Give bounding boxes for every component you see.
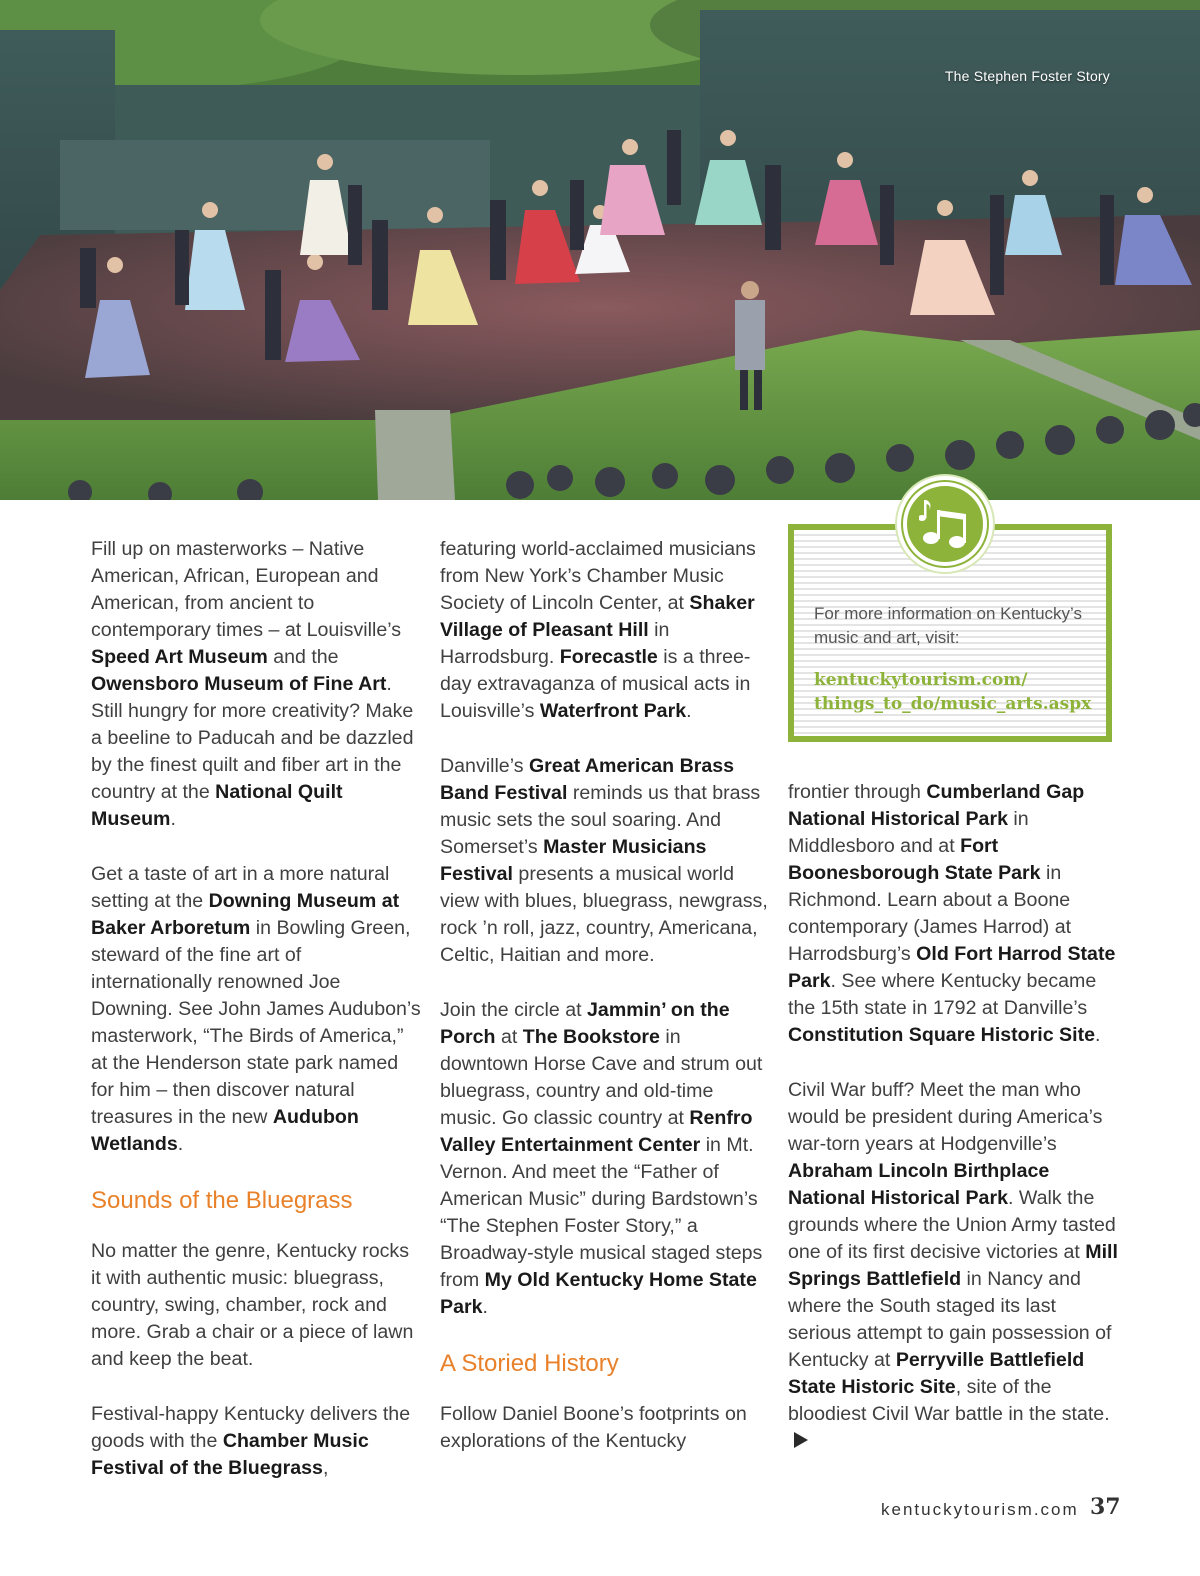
paragraph-brass-band: Danville’s Great American Brass Band Festival reminds us that brass music sets the soul soaring. And Somerset’s Master Musicians Festival presents a musical world view with blues, bluegrass, newgrass, rock ’n roll, jazz, country, Americana, Celtic, Haitian and more. — [440, 755, 768, 966]
article-column-3 — [788, 779, 1118, 1483]
paragraph-jammin: Join the circle at Jammin’ on the Porch at The Bookstore in downtown Horse Cave and strum out bluegrass, country and old-time music. Go classic country at Renfro Valley Entertainment Center in Mt. Vernon. And meet the “Father of American Music” during Bardstown’s “The Stephen Foster Story,” a Broadway-style musical staged steps from My Old Kentucky Home State Park. — [440, 999, 763, 1318]
link-waterfront-park: Waterfront Park — [539, 700, 687, 722]
paragraph-masterworks: Fill up on masterworks – Native American, African, European and American, from ancient to contemporary times – at Louisville’s Speed Art Museum and the Owensboro Museum of Fine Art. Still hungry for more creativity? Make a beeline to Paducah and be dazzled by the finest quilt and fiber art in the country at the National Quilt Museum. — [91, 538, 414, 830]
link-my-old-kentucky-home: My Old Kentucky Home State Park — [440, 1269, 757, 1318]
heading-sounds-of-bluegrass: Sounds of the Bluegrass — [91, 1187, 353, 1214]
paragraph-daniel-boone: Follow Daniel Boone’s footprints on explorations of the Kentucky — [440, 1403, 747, 1452]
link-master-musicians-festival: Master Musicians Festival — [440, 836, 707, 885]
info-box-link[interactable] — [814, 668, 1104, 716]
footer-url: kentuckytourism.com — [881, 1500, 1079, 1519]
paragraph-festivals: Festival-happy Kentucky delivers the goods with the Chamber Music Festival of the Bluegrass, — [91, 1403, 411, 1479]
paragraph-frontier: frontier through Cumberland Gap National Historical Park in Middlesboro and at Fort Boonesborough State Park in Richmond. Learn about a Boone contemporary (James Harrod) at Harrodsburg’s Old Fort Harrod State Park. See where Kentucky became the 15th state in 1792 at Danville’s Constitution Square Historic Site. — [788, 781, 1116, 1046]
link-cumberland-gap: Cumberland Gap National Historical Park — [788, 781, 1085, 830]
link-jammin-on-the-porch: Jammin’ on the Porch — [440, 999, 730, 1048]
info-box-intro: For more information on Kentucky’s music and art, visit: — [814, 604, 1083, 647]
hero-photo — [0, 0, 1200, 500]
article-column-1 — [91, 536, 421, 1510]
paragraph-chamber-music: featuring world-acclaimed musicians from New York’s Chamber Music Society of Lincoln Center, at Shaker Village of Pleasant Hill in Harrodsburg. Forecastle is a three-day extravaganza of musical acts in Louisville’s Waterfront Park. — [440, 538, 756, 722]
music-badge — [897, 476, 993, 572]
link-forecastle: Forecastle — [559, 646, 658, 668]
info-box-link-line-2: things_to_do/music_arts.aspx — [814, 694, 1092, 714]
link-mill-springs: Mill Springs Battlefield — [788, 1241, 1118, 1290]
link-the-bookstore: The Bookstore — [522, 1026, 660, 1048]
info-box-content — [814, 602, 1104, 716]
link-lincoln-birthplace: Abraham Lincoln Birthplace National Historical Park — [788, 1160, 1050, 1209]
info-box-link-line-1: kentuckytourism.com/ — [814, 670, 1028, 690]
link-fort-boonesborough: Fort Boonesborough State Park — [788, 835, 1041, 884]
link-constitution-square: Constitution Square Historic Site — [788, 1024, 1095, 1046]
paragraph-civil-war: Civil War buff? Meet the man who would be president during America’s war-torn years at Hodgenville’s Abraham Lincoln Birthplace National Historical Park. Walk the grounds where the Union Army tasted one of its first decisive victories at Mill Springs Battlefield in Nancy and where the South staged its last serious attempt to gain possession of Kentucky at Perryville Battlefield State Historic Site, site of the bloodiest Civil War battle in the state. — [788, 1077, 1118, 1455]
link-owensboro-museum: Owensboro Museum of Fine Art — [91, 673, 387, 695]
paragraph-natural-art: Get a taste of art in a more natural setting at the Downing Museum at Baker Arboretum in Bowling Green, steward of the fine art of internationally renowned Joe Downing. See John James Audubon’s masterwork, “The Birds of America,” at the Henderson state park named for him – then discover natural treasures in the new Audubon Wetlands. — [91, 863, 421, 1155]
music-notes-icon — [919, 496, 971, 552]
link-shaker-village: Shaker Village of Pleasant Hill — [440, 592, 755, 641]
article-column-2 — [440, 536, 770, 1483]
link-perryville-battlefield: Perryville Battlefield State Historic Site — [788, 1349, 1085, 1398]
link-chamber-music-festival: Chamber Music Festival of the Bluegrass — [91, 1430, 369, 1479]
photo-caption: The Stephen Foster Story — [944, 68, 1110, 84]
link-downing-museum: Downing Museum at Baker Arboretum — [91, 890, 400, 939]
link-great-american-brass-band: Great American Brass Band Festival — [440, 755, 735, 804]
continue-arrow-icon — [794, 1432, 808, 1448]
link-speed-art-museum: Speed Art Museum — [91, 646, 268, 668]
heading-storied-history: A Storied History — [440, 1350, 619, 1377]
paragraph-genres: No matter the genre, Kentucky rocks it with authentic music: bluegrass, country, swing, chamber, rock and more. Grab a chair or a piece of lawn and keep the beat. — [91, 1240, 414, 1370]
link-audubon-wetlands: Audubon Wetlands — [91, 1106, 359, 1155]
page-number: 37 — [1090, 1494, 1121, 1520]
link-renfro-valley: Renfro Valley Entertainment Center — [440, 1107, 753, 1156]
link-old-fort-harrod: Old Fort Harrod State Park — [788, 943, 1116, 992]
link-national-quilt-museum: National Quilt Museum — [91, 781, 343, 830]
